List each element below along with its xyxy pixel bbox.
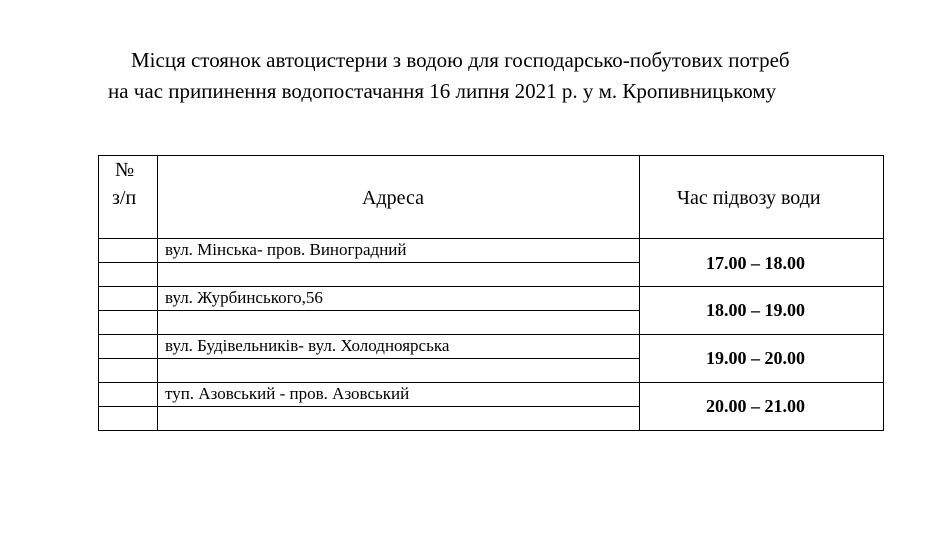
header-num-label: з/п xyxy=(112,187,137,209)
row-group-border xyxy=(98,334,884,335)
table-border-top xyxy=(98,155,884,156)
table-row-address: туп. Азовський - пров. Азовський xyxy=(165,384,410,403)
table-row-address: вул. Будівельників- вул. Холодноярська xyxy=(165,336,450,355)
table-border-bottom xyxy=(98,430,884,431)
row-inner-border xyxy=(98,358,639,359)
table-row-address: вул. Мінська- пров. Виноградний xyxy=(165,240,407,259)
table-row-time: 19.00 – 20.00 xyxy=(706,348,805,368)
header-address: Адреса xyxy=(362,187,424,209)
table-row-time: 20.00 – 21.00 xyxy=(706,396,805,416)
table-row-address: вул. Журбинського,56 xyxy=(165,288,323,307)
column-divider-1 xyxy=(157,155,158,431)
header-num-symbol: № xyxy=(115,159,135,181)
header-time: Час підвозу води xyxy=(677,187,821,209)
title-line-1: Місця стоянок автоцистерни з водою для господарсько-побутових потреб xyxy=(131,48,790,72)
column-divider-2 xyxy=(639,155,640,431)
row-group-border xyxy=(98,382,884,383)
table-row-time: 17.00 – 18.00 xyxy=(706,253,805,273)
row-inner-border xyxy=(98,406,639,407)
row-inner-border xyxy=(98,262,639,263)
row-group-border xyxy=(98,286,884,287)
header-bottom-border xyxy=(98,238,884,239)
title-line-2: на час припинення водопостачання 16 липня 2021 р. у м. Кропивницькому xyxy=(108,79,777,103)
table-border-right xyxy=(883,155,884,431)
row-inner-border xyxy=(98,310,639,311)
table-border-left xyxy=(98,155,99,431)
table-row-time: 18.00 – 19.00 xyxy=(706,300,805,320)
